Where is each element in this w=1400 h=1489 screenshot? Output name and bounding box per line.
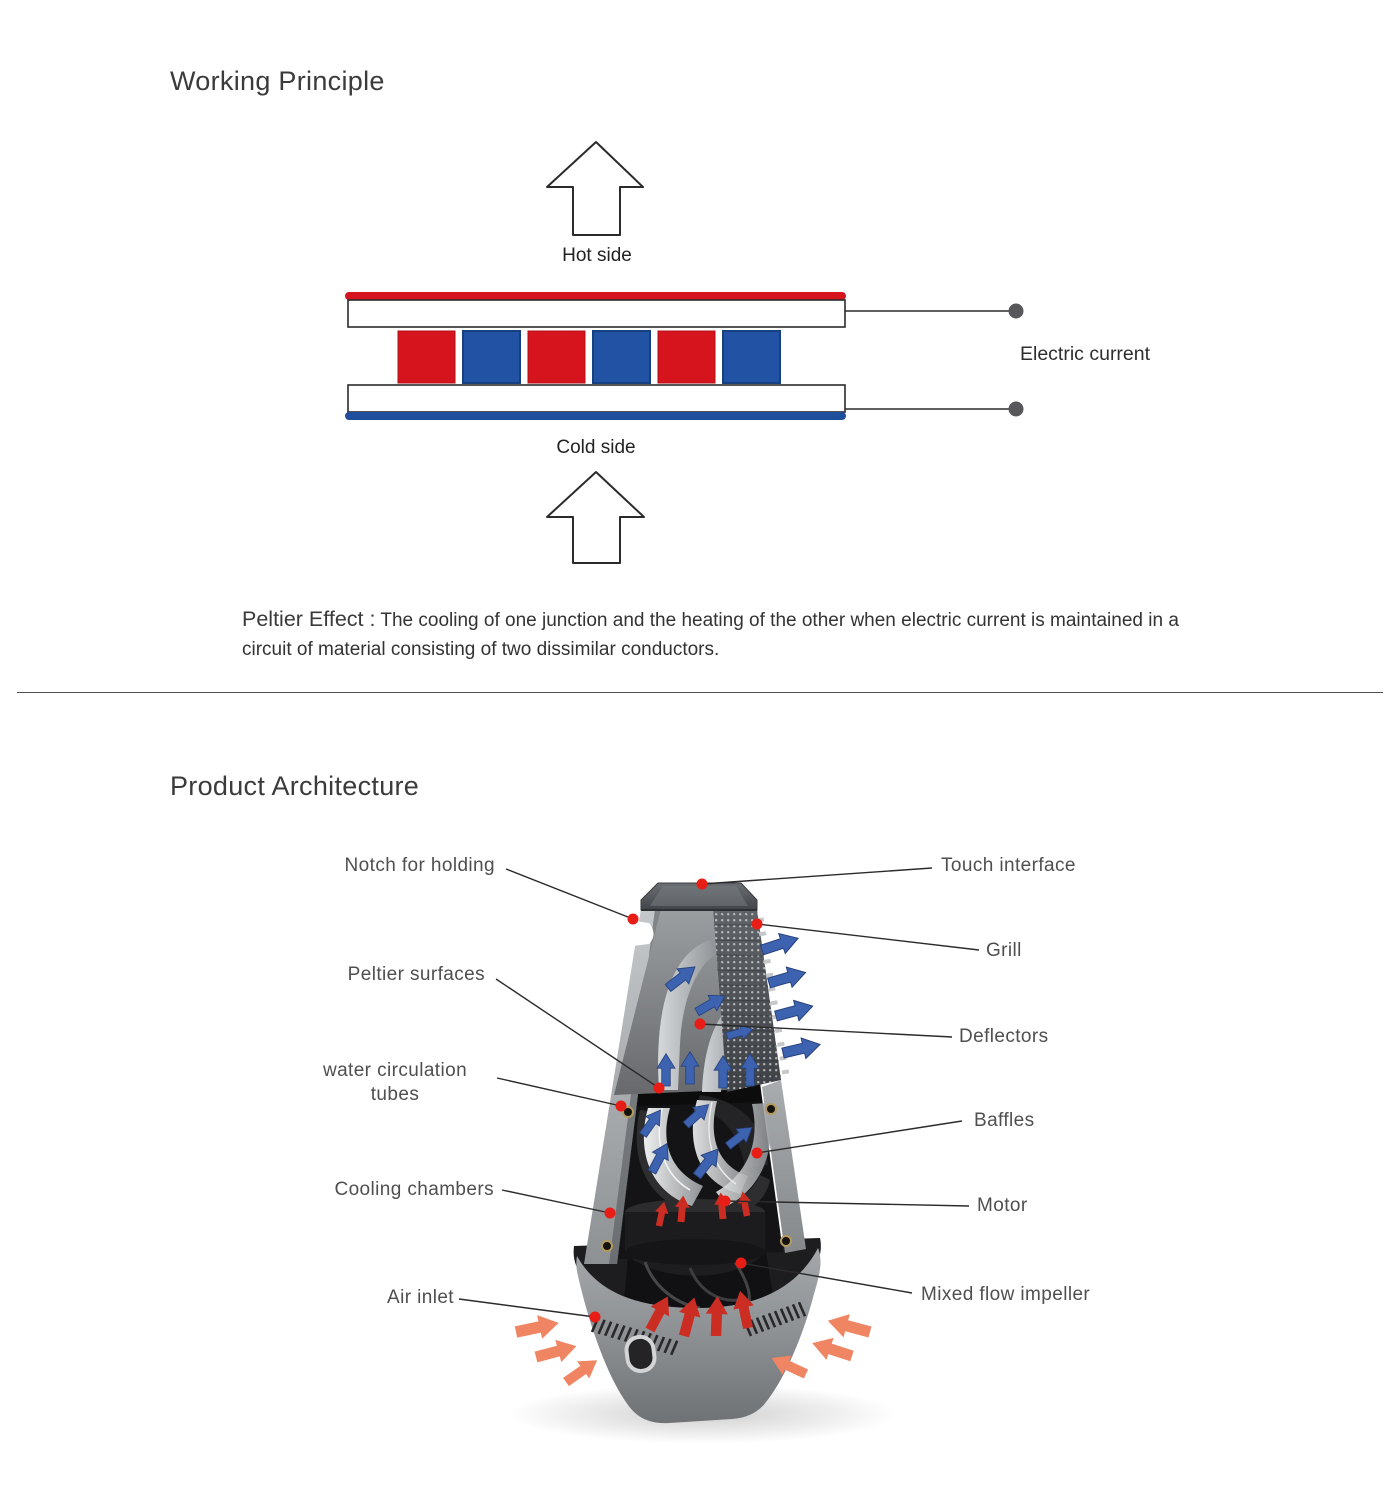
- callout-label-deflectors: Deflectors: [959, 1026, 1049, 1047]
- callout-label-motor: Motor: [977, 1195, 1028, 1216]
- holding-notch: [625, 920, 654, 947]
- working-principle-title: Working Principle: [170, 66, 385, 96]
- callout-label-grill: Grill: [986, 940, 1022, 961]
- hot-side-arrow: [547, 142, 643, 235]
- callout-line-notch: [506, 869, 633, 919]
- wire-terminal-bottom: [1009, 402, 1024, 417]
- hot-plate-bar: [345, 292, 846, 300]
- hot-side-label: Hot side: [562, 245, 632, 266]
- callout-label-peltier-surfaces: Peltier surfaces: [347, 964, 485, 985]
- peltier-effect-caption-body: The cooling of one junction and the heating of the other when electric current is maintained in a circuit of material consisting of two dissimilar conductors.: [242, 610, 1179, 660]
- peltier-effect-caption: [242, 603, 1202, 664]
- device-cutaway-illustration: [508, 883, 898, 1444]
- peltier-effect-caption-lead: Peltier Effect :: [242, 607, 376, 631]
- cold-plate-bar: [345, 412, 846, 420]
- callout-label-water-circulation-tubes: water circulation tubes: [322, 1060, 468, 1105]
- product-architecture-title: Product Architecture: [170, 771, 420, 801]
- cold-side-arrow: [547, 472, 644, 563]
- peltier-module: [345, 292, 846, 420]
- callout-line-cooling: [502, 1190, 610, 1213]
- electric-current-label: Electric current: [1020, 343, 1151, 365]
- callout-line-touch: [702, 868, 932, 884]
- callout-label-touch-interface: Touch interface: [941, 855, 1076, 876]
- callout-label-notch-for-holding: Notch for holding: [344, 855, 495, 876]
- callout-label-baffles: Baffles: [974, 1110, 1035, 1131]
- top-ceramic-plate: [348, 300, 845, 327]
- callout-line-air: [459, 1299, 595, 1317]
- peltier-diagram: [345, 142, 1024, 563]
- semiconductor-elements: [398, 331, 780, 383]
- electric-current-wires: [845, 311, 1016, 409]
- wire-terminal-top: [1009, 304, 1024, 319]
- bottom-ceramic-plate: [348, 385, 845, 412]
- callout-line-water: [497, 1078, 621, 1106]
- base-handle-ring: [625, 1335, 656, 1372]
- callout-label-air-inlet: Air inlet: [387, 1287, 454, 1308]
- section-divider: [17, 692, 1383, 693]
- cold-side-label: Cold side: [556, 437, 636, 458]
- callout-label-mixed-flow-impeller: Mixed flow impeller: [921, 1284, 1091, 1305]
- callout-label-cooling-chambers: Cooling chambers: [334, 1179, 494, 1200]
